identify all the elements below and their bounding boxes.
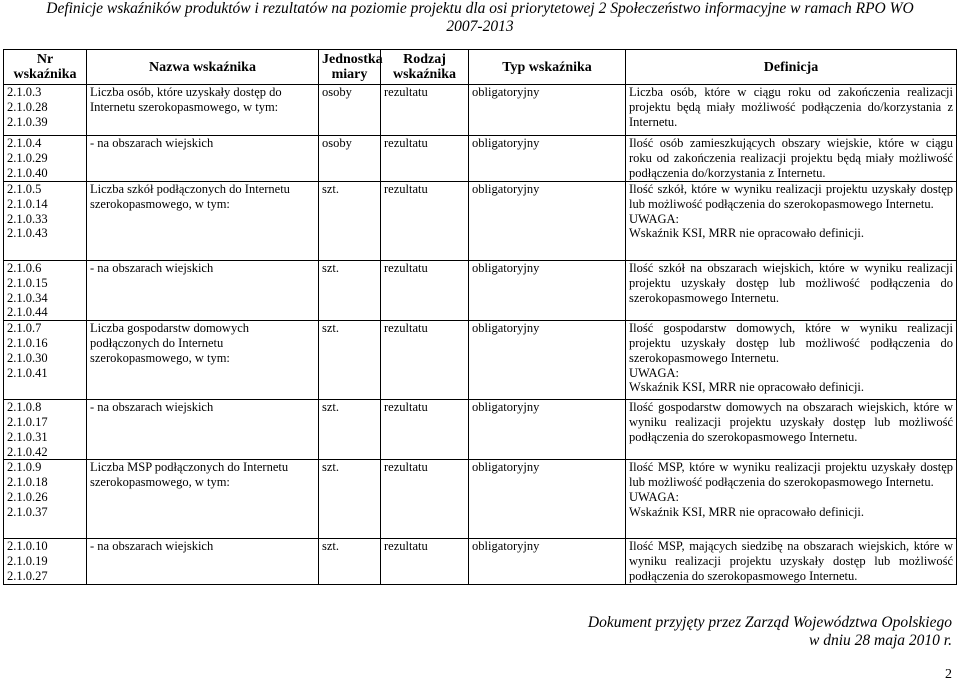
indicator-number: 2.1.0.6 xyxy=(7,261,42,275)
cell-nazwa: Liczba gospodarstw domowych podłączonych do Internetu szerokopasmowego, w tym: xyxy=(87,321,319,400)
page-number: 2 xyxy=(945,667,952,682)
definition-text: Ilość gospodarstw domowych, które w wyniku realizacji projektu uzyskały dostęp lub możliwość podłączenia do szerokopasmowego Internetu. xyxy=(629,321,953,365)
footer-line2: w dniu 28 maja 2010 r. xyxy=(809,632,952,649)
indicator-number: 2.1.0.18 xyxy=(7,475,48,490)
footer-line1: Dokument przyjęty przez Zarząd Województwa Opolskiego xyxy=(587,614,952,631)
cell-definicja xyxy=(626,400,957,460)
cell-jednostka: szt. xyxy=(319,539,381,584)
definition-text: Ilość gospodarstw domowych na obszarach wiejskich, które w wyniku realizacji projektu uzyskały dostęp lub możliwość podłączenia do szerokopasmowego Internetu. xyxy=(629,400,953,444)
indicator-number: 2.1.0.15 xyxy=(7,275,48,290)
table-row xyxy=(4,460,957,539)
cell-typ: obligatoryjny xyxy=(469,539,626,584)
indicator-number: 2.1.0.31 xyxy=(7,429,48,444)
cell-rodzaj: rezultatu xyxy=(381,321,469,400)
cell-nazwa: Liczba szkół podłączonych do Internetu szerokopasmowego, w tym: xyxy=(87,182,319,261)
indicators-table xyxy=(3,49,957,585)
cell-rodzaj: rezultatu xyxy=(381,182,469,261)
cell-typ: obligatoryjny xyxy=(469,400,626,460)
header-rodzaj: Rodzaj wskaźnika xyxy=(381,50,469,85)
indicator-number: 2.1.0.42 xyxy=(7,444,48,459)
cell-jednostka: osoby xyxy=(319,85,381,136)
cell-typ: obligatoryjny xyxy=(469,460,626,539)
indicator-number: 2.1.0.17 xyxy=(7,414,48,429)
indicator-number: 2.1.0.7 xyxy=(7,321,42,336)
cell-nr xyxy=(4,182,87,261)
indicator-number: 2.1.0.9 xyxy=(7,460,42,475)
cell-nazwa: Liczba osób, które uzyskały dostęp do Internetu szerokopasmowego, w tym: xyxy=(87,85,319,136)
cell-definicja xyxy=(626,85,957,136)
indicator-number: 2.1.0.40 xyxy=(7,165,48,180)
indicator-number: 2.1.0.4 xyxy=(7,136,42,150)
indicator-number: 2.1.0.27 xyxy=(7,568,48,583)
indicator-number: 2.1.0.44 xyxy=(7,305,48,320)
cell-definicja xyxy=(626,182,957,261)
cell-jednostka: osoby xyxy=(319,136,381,182)
cell-definicja xyxy=(626,261,957,321)
definition-text: Wskaźnik KSI, MRR nie opracowało definicji. xyxy=(629,380,865,395)
cell-rodzaj: rezultatu xyxy=(381,460,469,539)
cell-definicja xyxy=(626,136,957,182)
indicator-number: 2.1.0.29 xyxy=(7,150,48,165)
cell-typ: obligatoryjny xyxy=(469,136,626,182)
definition-text: UWAGA: xyxy=(629,211,679,226)
header-jednostka: Jednostka miary xyxy=(319,50,381,85)
indicator-number: 2.1.0.19 xyxy=(7,554,48,569)
indicator-number: 2.1.0.39 xyxy=(7,114,48,129)
definition-text: Wskaźnik KSI, MRR nie opracowało definicji. xyxy=(629,504,865,519)
cell-definicja xyxy=(626,321,957,400)
indicator-number: 2.1.0.33 xyxy=(7,211,48,226)
indicator-number: 2.1.0.28 xyxy=(7,99,48,114)
cell-nr xyxy=(4,321,87,400)
cell-nr xyxy=(4,400,87,460)
indicator-number: 2.1.0.26 xyxy=(7,489,48,504)
header-typ: Typ wskaźnika xyxy=(469,50,626,85)
table-row xyxy=(4,85,957,136)
table-row xyxy=(4,400,957,460)
cell-typ: obligatoryjny xyxy=(469,182,626,261)
cell-jednostka: szt. xyxy=(319,460,381,539)
table-header-row xyxy=(4,50,957,85)
table-row xyxy=(4,136,957,182)
cell-definicja xyxy=(626,539,957,584)
definition-text: Ilość szkół, które w wyniku realizacji projektu uzyskały dostęp lub możliwość podłączenia do szerokopasmowego Internetu. xyxy=(629,182,953,211)
cell-rodzaj: rezultatu xyxy=(381,85,469,136)
cell-typ: obligatoryjny xyxy=(469,261,626,321)
header-definicja: Definicja xyxy=(626,50,957,85)
indicator-number: 2.1.0.30 xyxy=(7,350,48,365)
cell-jednostka: szt. xyxy=(319,261,381,321)
definition-text: Ilość MSP, mających siedzibę na obszarach wiejskich, które w wyniku realizacji projektu uzyskały dostęp lub możliwość podłączenia do szerokopasmowego Internetu. xyxy=(629,539,953,583)
header-nazwa: Nazwa wskaźnika xyxy=(87,50,319,85)
document-footer xyxy=(588,614,952,650)
cell-typ: obligatoryjny xyxy=(469,85,626,136)
header-title-line1: Definicje wskaźników produktów i rezultatów na poziomie projektu dla osi priorytetowej 2 Społeczeństwo informacyjne w ramach RPO WO xyxy=(46,0,914,17)
table-row xyxy=(4,182,957,261)
cell-nr xyxy=(4,460,87,539)
cell-nr xyxy=(4,539,87,584)
definition-text: UWAGA: xyxy=(629,365,679,380)
cell-nazwa: - na obszarach wiejskich xyxy=(87,539,319,584)
cell-nazwa: - na obszarach wiejskich xyxy=(87,261,319,321)
indicator-number: 2.1.0.43 xyxy=(7,226,48,241)
header-nr: Nr wskaźnika xyxy=(4,50,87,85)
definition-text: Liczba osób, które w ciągu roku od zakończenia realizacji projektu będą miały możliwość podłączenia do/korzystania z Internetu. xyxy=(629,85,953,129)
indicator-number: 2.1.0.37 xyxy=(7,504,48,519)
definition-text: Wskaźnik KSI, MRR nie opracowało definicji. xyxy=(629,226,865,241)
cell-jednostka: szt. xyxy=(319,321,381,400)
cell-typ: obligatoryjny xyxy=(469,321,626,400)
indicator-number: 2.1.0.14 xyxy=(7,196,48,211)
cell-rodzaj: rezultatu xyxy=(381,539,469,584)
indicator-number: 2.1.0.3 xyxy=(7,85,42,99)
cell-rodzaj: rezultatu xyxy=(381,261,469,321)
indicator-number: 2.1.0.8 xyxy=(7,400,42,415)
indicator-number: 2.1.0.34 xyxy=(7,290,48,305)
indicator-number: 2.1.0.5 xyxy=(7,182,42,196)
table-row xyxy=(4,261,957,321)
cell-rodzaj: rezultatu xyxy=(381,136,469,182)
definition-text: UWAGA: xyxy=(629,489,679,504)
cell-jednostka: szt. xyxy=(319,182,381,261)
indicator-number: 2.1.0.10 xyxy=(7,539,48,554)
header-title-line2: 2007-2013 xyxy=(446,18,514,35)
cell-nazwa: - na obszarach wiejskich xyxy=(87,400,319,460)
table-row xyxy=(4,321,957,400)
cell-nr xyxy=(4,261,87,321)
cell-jednostka: szt. xyxy=(319,400,381,460)
indicator-number: 2.1.0.41 xyxy=(7,365,48,380)
table-row xyxy=(4,539,957,584)
indicator-number: 2.1.0.16 xyxy=(7,335,48,350)
cell-nazwa: Liczba MSP podłączonych do Internetu szerokopasmowego, w tym: xyxy=(87,460,319,539)
cell-nr xyxy=(4,136,87,182)
definition-text: Ilość szkół na obszarach wiejskich, które w wyniku realizacji projektu uzyskały dostęp lub możliwość podłączenia do szerokopasmowego Internetu. xyxy=(629,261,953,305)
cell-definicja xyxy=(626,460,957,539)
definition-text: Ilość MSP, które w wyniku realizacji projektu uzyskały dostęp lub możliwość podłączenia do szerokopasmowego Internetu. xyxy=(629,460,953,490)
cell-nr xyxy=(4,85,87,136)
definition-text: Ilość osób zamieszkujących obszary wiejskie, które w ciągu roku od zakończenia realizacji projektu będą miały możliwość podłączenia do/korzystania z Internetu. xyxy=(629,136,953,180)
cell-rodzaj: rezultatu xyxy=(381,400,469,460)
document-header xyxy=(0,0,960,36)
cell-nazwa: - na obszarach wiejskich xyxy=(87,136,319,182)
